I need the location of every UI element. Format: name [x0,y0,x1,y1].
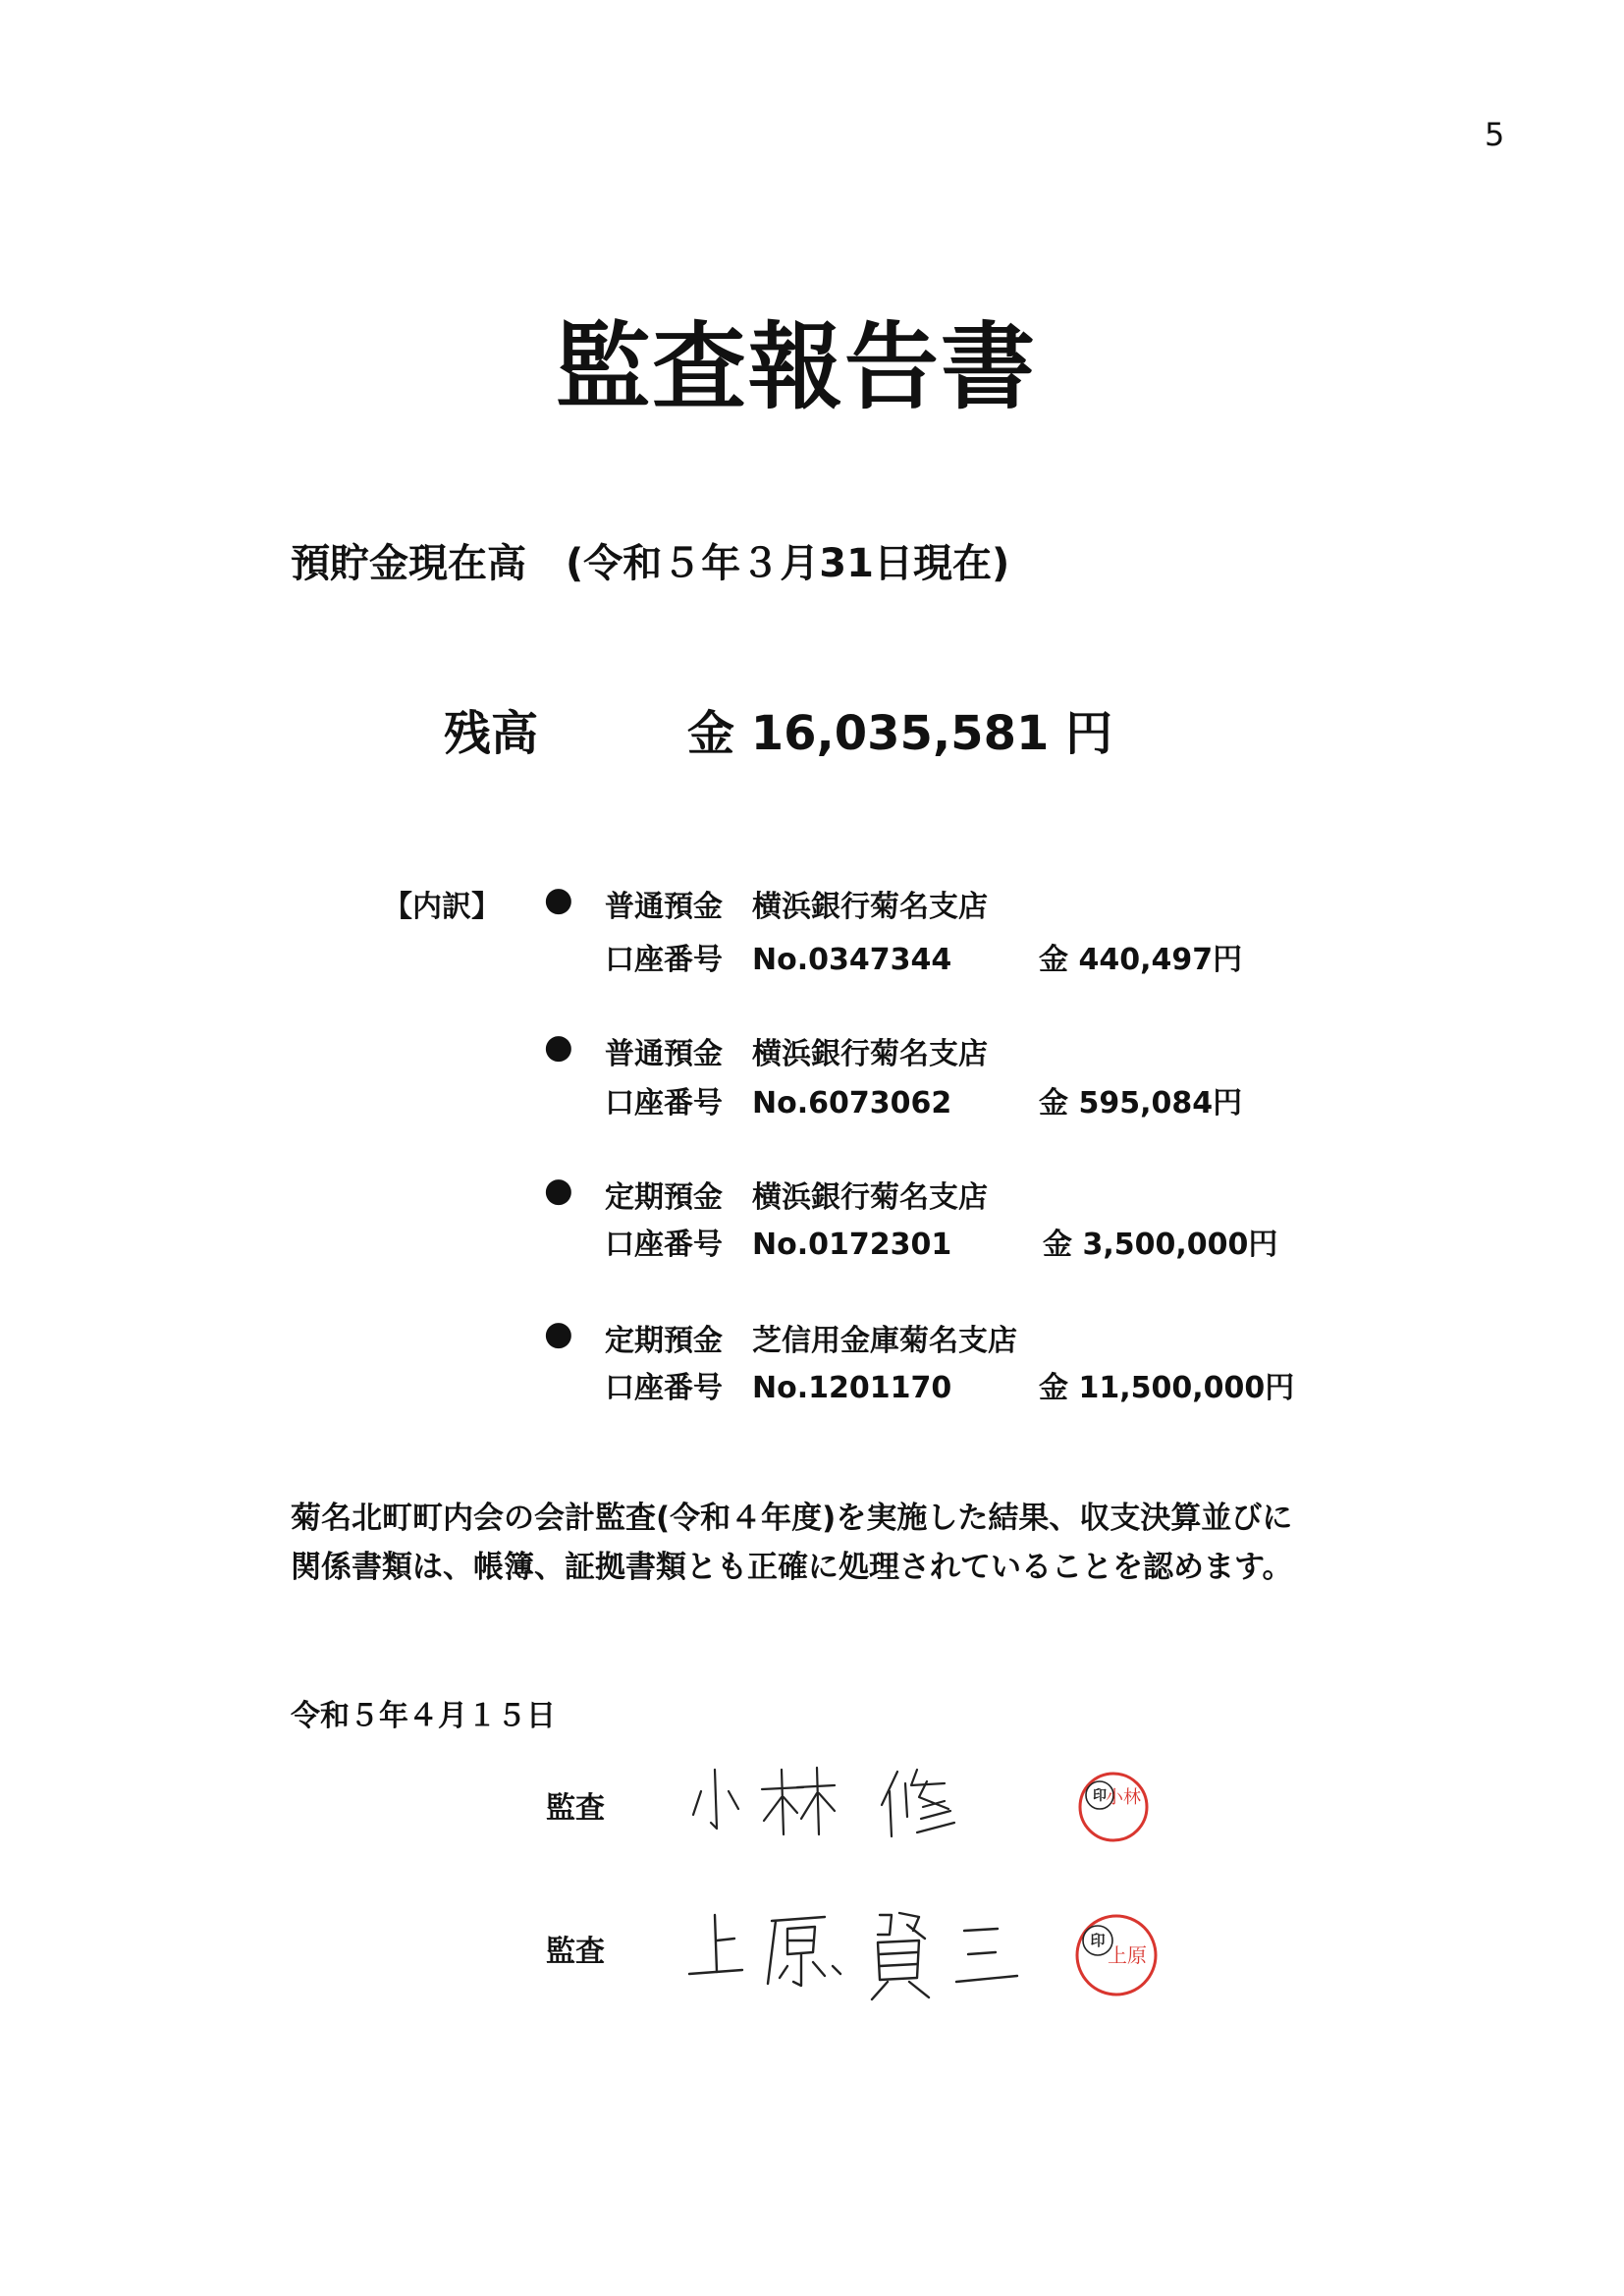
auditor-label: 監査 [546,1791,605,1826]
bullet-icon: ● [544,1314,573,1353]
bullet-icon: ● [544,1171,573,1210]
auditor-label: 監査 [546,1935,605,1969]
document-title: 監査報告書 [556,312,1037,422]
statement-line: 菊名北町町内会の会計監査(令和４年度)を実施した結果、収支決算並びに [291,1501,1293,1536]
handwritten-signature [687,1758,972,1846]
bullet-icon: ● [544,1027,573,1066]
report-date: 令和５年４月１５日 [291,1699,556,1733]
bullet-icon: ● [544,880,573,919]
seal-text: 小林 [1106,1787,1141,1808]
account-type-bank: 定期預金 横浜銀行菊名支店 [605,1180,988,1215]
balance-label: 残高 [444,706,539,761]
page-number: 5 [1485,116,1505,153]
account-number: 口座番号 No.0347344 [605,943,952,977]
account-number: 口座番号 No.6073062 [605,1086,952,1121]
personal-seal [1076,1770,1151,1844]
deposit-heading: 預貯金現在高 (令和５年３月31日現在) [291,541,1010,586]
account-amount: 金 11,500,000円 [1039,1371,1295,1405]
personal-seal [1072,1911,1161,1999]
seal-mark: 印 [1093,1788,1107,1804]
account-number: 口座番号 No.0172301 [605,1228,952,1262]
handwritten-signature [677,1901,1041,2009]
breakdown-label: 【内訳】 [383,890,501,924]
account-amount: 金 595,084円 [1039,1086,1243,1121]
account-amount: 金 3,500,000円 [1043,1228,1278,1262]
balance-amount: 金 16,035,581 円 [687,706,1113,761]
seal-text: 上原 [1108,1943,1147,1967]
account-type-bank: 定期預金 芝信用金庫菊名支店 [605,1324,1017,1358]
statement-line: 関係書類は、帳簿、証拠書類とも正確に処理されていることを認めます。 [291,1550,1293,1585]
account-number: 口座番号 No.1201170 [605,1371,952,1405]
account-type-bank: 普通預金 横浜銀行菊名支店 [605,890,988,924]
seal-mark: 印 [1090,1932,1106,1949]
account-type-bank: 普通預金 横浜銀行菊名支店 [605,1037,988,1071]
account-amount: 金 440,497円 [1039,943,1243,977]
